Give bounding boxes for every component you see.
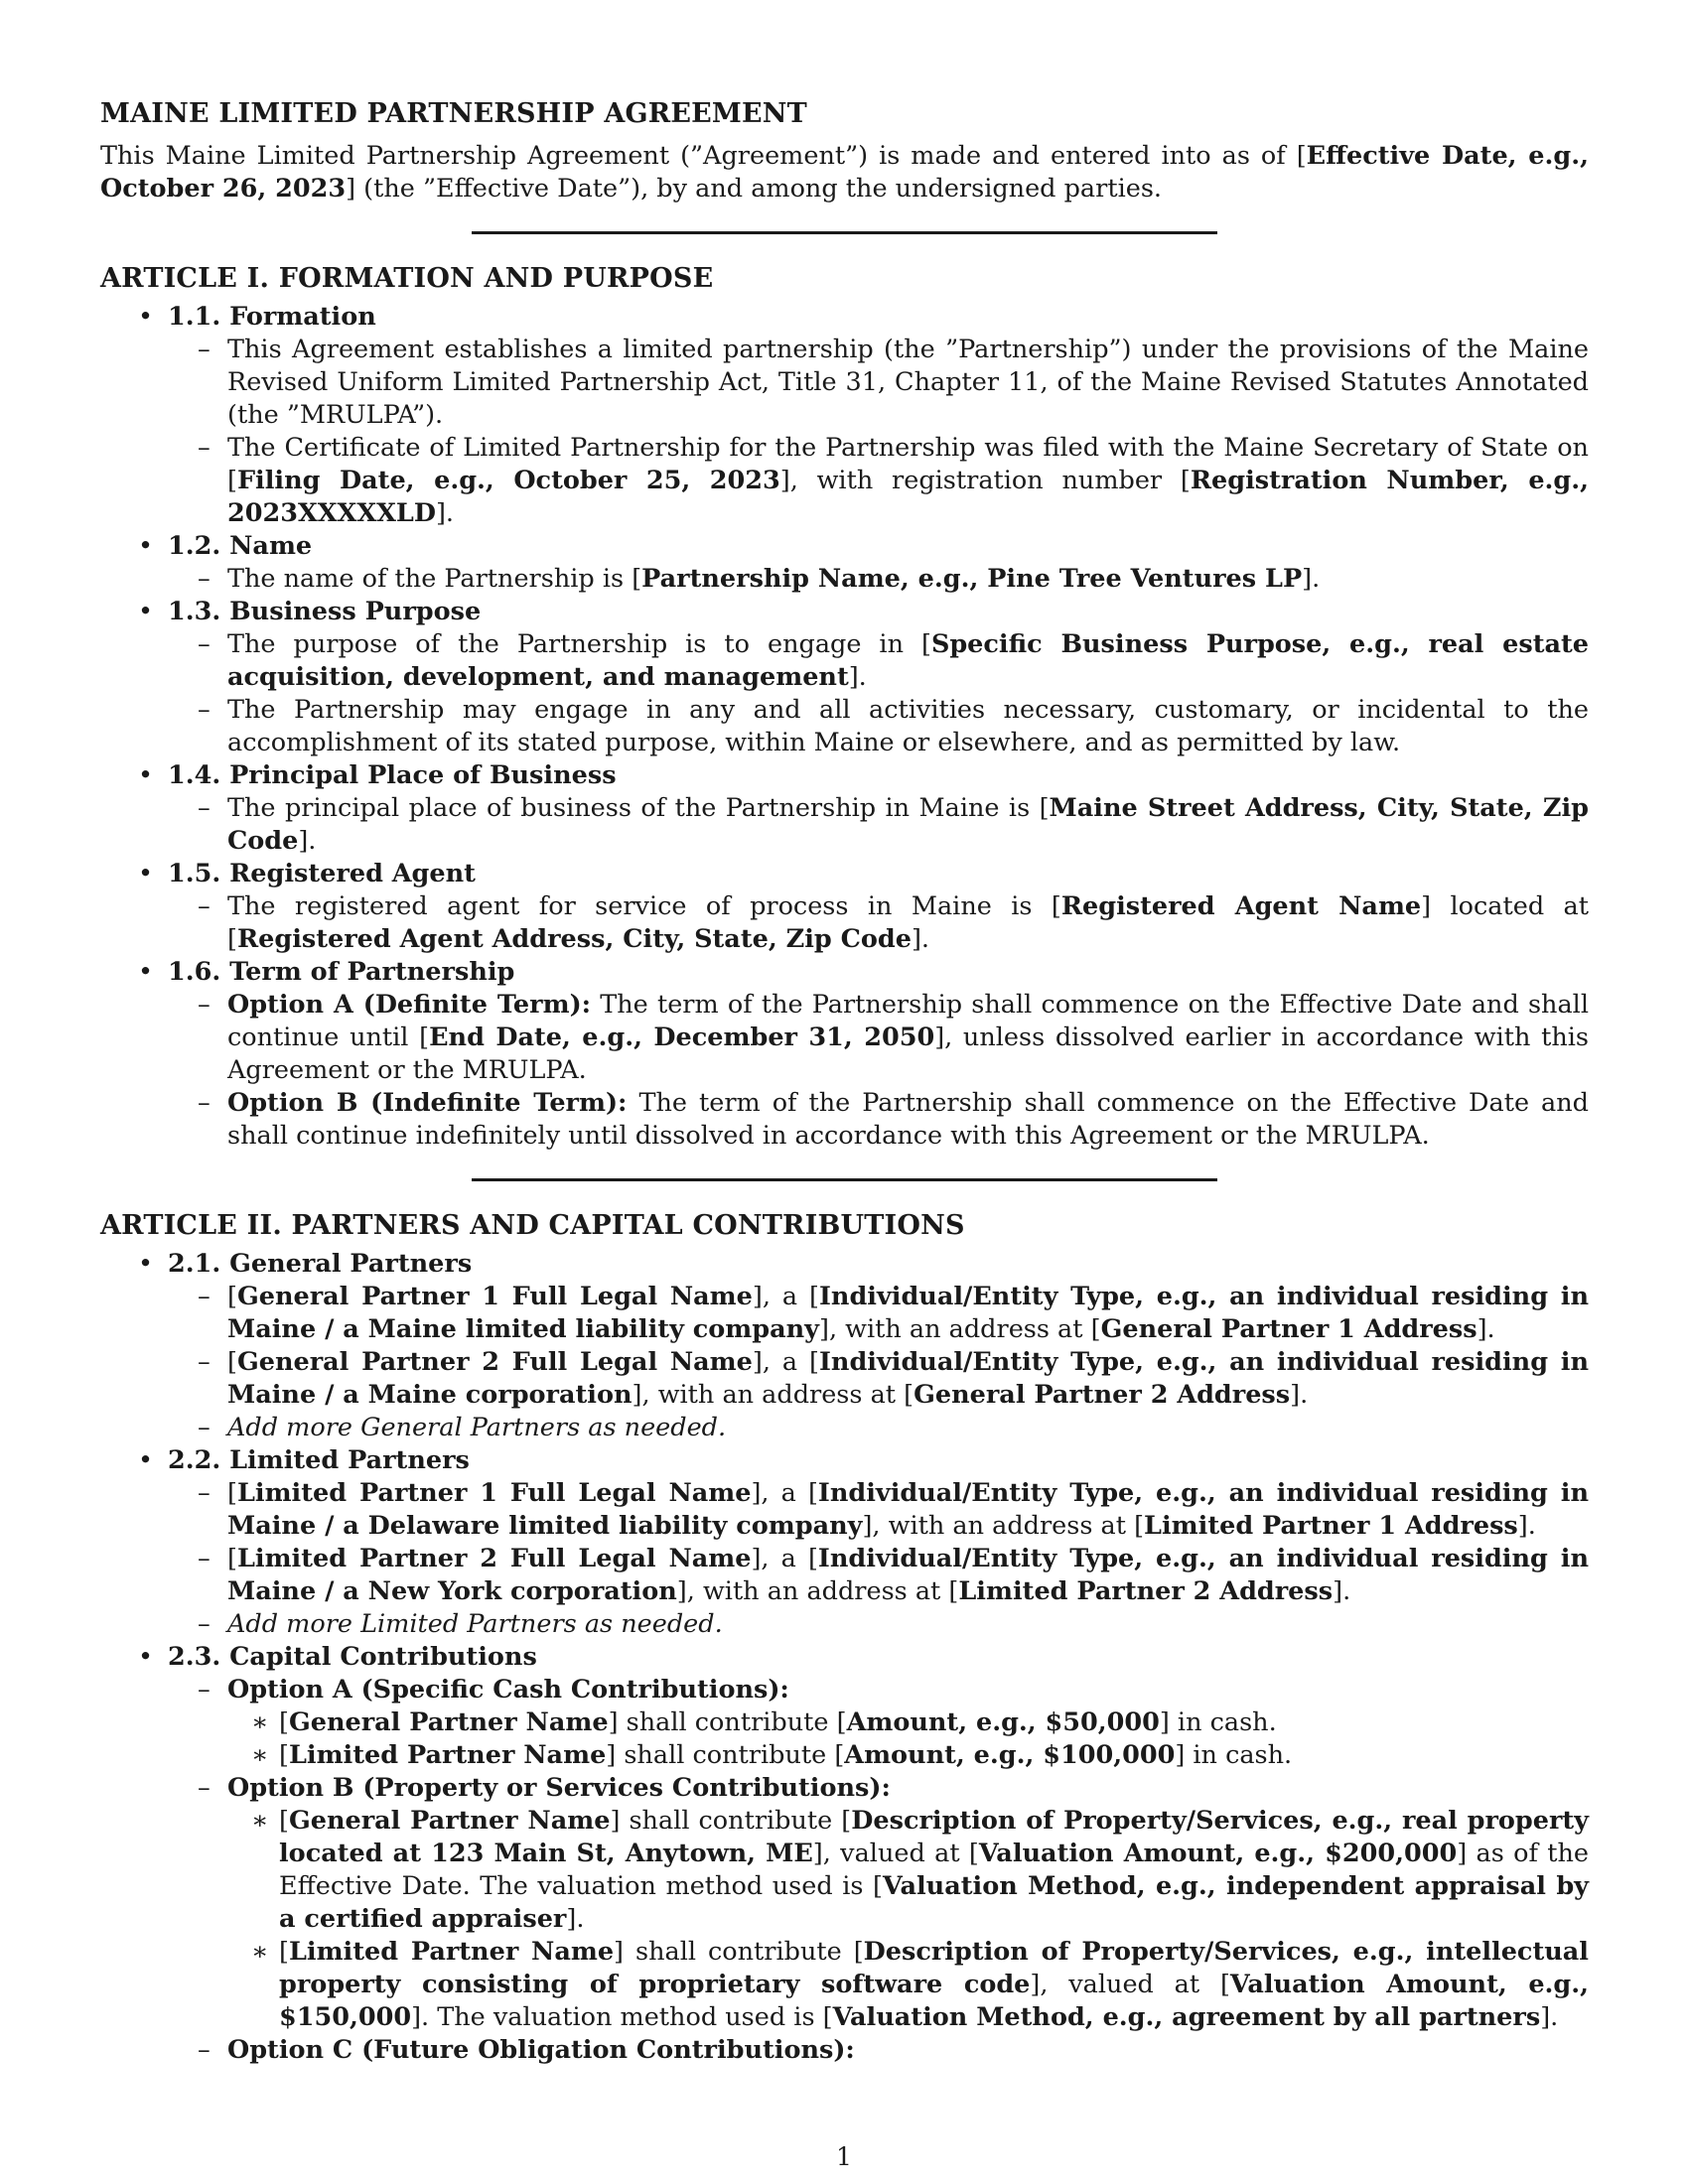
bullet-icon: • [138, 957, 154, 987]
section-1-4 [138, 759, 1589, 858]
dash-icon: – [198, 1609, 211, 1639]
document-title: MAINE LIMITED PARTNERSHIP AGREEMENT [100, 98, 807, 129]
article-2-list [100, 1248, 1589, 2067]
dash-icon: – [198, 695, 211, 725]
list-item: – This Agreement establishes a limited partnership (the ”Partnership”) under the provisions of the Maine Revised Uniform Limited Partnership Act, Title 31, Chapter 11, of the Maine Revised Statutes Annotated (the ”MRULPA”). [198, 335, 1589, 430]
dash-icon: – [198, 990, 211, 1020]
article-2-heading: ARTICLE II. PARTNERS AND CAPITAL CONTRIBUTIONS [100, 1210, 965, 1241]
section-title: 1.6. Term of Partnership [168, 957, 515, 987]
dash-icon: – [198, 1413, 211, 1442]
list-item: – The Partnership may engage in any and all activities necessary, customary, or incidental to the accomplishment of its stated purpose, within Maine or elsewhere, and as permitted by law. [198, 695, 1589, 757]
list-item: – [Limited Partner 2 Full Legal Name], a [Individual/Entity Type, e.g., an individual residing in Maine / a New York corporation], with an address at [Limited Partner 2 Address]. [198, 1544, 1589, 1606]
bullet-icon: • [138, 859, 154, 888]
star-icon: ∗ [251, 1806, 269, 1836]
list-item: – [General Partner 1 Full Legal Name], a [Individual/Entity Type, e.g., an individual residing in Maine / a Maine limited liability company], with an address at [General Partner 1 Address]. [198, 1282, 1589, 1344]
intro-text: This Maine Limited Partnership Agreement (”Agreement”) is made and entered into as of [ [100, 141, 1307, 171]
option-label: Option A (Definite Term): [227, 990, 592, 1020]
article-1-list [100, 301, 1589, 1153]
dash-icon: – [198, 1282, 211, 1311]
section-title: 2.2. Limited Partners [168, 1445, 470, 1475]
section-divider [472, 231, 1217, 234]
dash-icon: – [198, 793, 211, 823]
bullet-icon: • [138, 1445, 154, 1475]
section-title: 2.3. Capital Contributions [168, 1642, 537, 1672]
bullet-icon: • [138, 1249, 154, 1279]
section-1-3 [138, 596, 1589, 759]
bullet-icon: • [138, 302, 154, 332]
section-title: 1.5. Registered Agent [168, 859, 476, 888]
list-item: – Option B (Indefinite Term): The term of the Partnership shall commence on the Effective Date and shall continue indefinitely until dissolved in accordance with this Agreement or the MRULPA. [198, 1088, 1589, 1151]
dash-icon: – [198, 1347, 211, 1377]
effective-date-placeholder: Effective Date, e.g., October 26, 2023 [100, 141, 1589, 204]
star-icon: ∗ [251, 1740, 269, 1770]
dash-icon: – [198, 2035, 211, 2065]
section-1-6 [138, 956, 1589, 1153]
section-1-1 [138, 301, 1590, 530]
dash-icon: – [198, 335, 211, 364]
sub-list-item: ∗ [Limited Partner Name] shall contribute [Description of Property/Services, e.g., intellectual property consisting of proprietary software code], valued at [Valuation Amount, e.g., $150,000]. The valuation method used is [Valuation Method, e.g., agreement by all partners]. [251, 1937, 1590, 2032]
section-title: 1.3. Business Purpose [168, 597, 482, 626]
filing-date-placeholder: Filing Date, e.g., October 25, 2023 [236, 466, 780, 495]
bullet-icon: • [138, 597, 154, 626]
dash-icon: – [198, 1544, 211, 1573]
list-item: – The registered agent for service of process in Maine is [Registered Agent Name] located at [Registered Agent Address, City, State, Zip Code]. [198, 891, 1590, 954]
option-label: Option C (Future Obligation Contributions): [227, 2035, 855, 2065]
section-title: 1.1. Formation [168, 302, 376, 332]
list-item: – Add more General Partners as needed. [198, 1413, 727, 1442]
address-placeholder: Maine Street Address, City, State, Zip Code [227, 793, 1589, 856]
bullet-icon: • [138, 760, 154, 790]
intro-paragraph [100, 140, 1589, 205]
dash-icon: – [198, 891, 211, 921]
partnership-name-placeholder: Partnership Name, e.g., Pine Tree Ventures LP [641, 564, 1303, 594]
sub-list-item: ∗ [Limited Partner Name] shall contribute [Amount, e.g., $100,000] in cash. [251, 1740, 1293, 1770]
list-item: – The purpose of the Partnership is to engage in [Specific Business Purpose, e.g., real estate acquisition, development, and management]. [198, 629, 1589, 692]
registration-number-placeholder: Registration Number, e.g., 2023XXXXXLD [227, 466, 1590, 528]
list-item: – The principal place of business of the Partnership in Maine is [Maine Street Address, City, State, Zip Code]. [198, 793, 1589, 856]
dash-icon: – [198, 1088, 211, 1118]
list-item: – Option A (Definite Term): The term of the Partnership shall commence on the Effective Date and shall continue until [End Date, e.g., December 31, 2050], unless dissolved earlier in accordance with this Agreement or the MRULPA. [198, 990, 1589, 1085]
bullet-icon: • [138, 531, 154, 561]
agent-address-placeholder: Registered Agent Address, City, State, Zip Code [236, 924, 912, 954]
dash-icon: – [198, 629, 211, 659]
star-icon: ∗ [251, 1707, 269, 1737]
star-icon: ∗ [251, 1937, 269, 1967]
bullet-icon: • [138, 1642, 154, 1672]
document-page [100, 97, 1589, 2067]
business-purpose-placeholder: Specific Business Purpose, e.g., real estate acquisition, development, and management [227, 629, 1589, 692]
dash-icon: – [198, 564, 211, 594]
dash-icon: – [198, 1478, 211, 1508]
dash-icon: – [198, 1675, 211, 1705]
section-title: 1.4. Principal Place of Business [168, 760, 617, 790]
dash-icon: – [198, 1773, 211, 1803]
sub-list-item: ∗ [General Partner Name] shall contribute [Description of Property/Services, e.g., real property located at 123 Main St, Anytown, ME], valued at [Valuation Amount, e.g., $200,000] as of the Effective Date. The valuation method used is [Valuation Method, e.g., independent appraisal by a certified appraiser]. [251, 1806, 1590, 1934]
option-label: Option A (Specific Cash Contributions): [227, 1675, 789, 1705]
list-item: – Add more Limited Partners as needed. [198, 1609, 723, 1639]
section-2-1 [138, 1248, 1589, 1444]
section-divider [472, 1178, 1217, 1181]
list-item [198, 1674, 1589, 1772]
section-title: 2.1. General Partners [168, 1249, 473, 1279]
end-date-placeholder: End Date, e.g., December 31, 2050 [429, 1023, 935, 1052]
section-1-5 [138, 858, 1590, 956]
list-item: – The name of the Partnership is [Partnership Name, e.g., Pine Tree Ventures LP]. [198, 564, 1321, 594]
article-1-heading: ARTICLE I. FORMATION AND PURPOSE [100, 263, 714, 294]
page-number: 1 [836, 2142, 852, 2171]
intro-text-end: ] (the ”Effective Date”), by and among the undersigned parties. [346, 174, 1163, 204]
list-item: – [General Partner 2 Full Legal Name], a [Individual/Entity Type, e.g., an individual residing in Maine / a Maine corporation], with an address at [General Partner 2 Address]. [198, 1347, 1589, 1410]
section-2-2 [138, 1444, 1589, 1641]
option-label: Option B (Property or Services Contributions): [227, 1773, 891, 1803]
option-label: Option B (Indefinite Term): [227, 1088, 628, 1118]
list-item [198, 1772, 1590, 2034]
section-2-3 [138, 1641, 1590, 2067]
list-item: – The Certificate of Limited Partnership for the Partnership was filed with the Maine Secretary of State on [Filing Date, e.g., October 25, 2023], with registration number [Registration Number, e.g., 2023XXXXXLD]. [198, 433, 1590, 528]
list-item [198, 2034, 1589, 2067]
dash-icon: – [198, 433, 211, 463]
agent-name-placeholder: Registered Agent Name [1060, 891, 1422, 921]
section-title: 1.2. Name [168, 531, 313, 561]
section-1-2 [138, 530, 1589, 596]
list-item: – [Limited Partner 1 Full Legal Name], a [Individual/Entity Type, e.g., an individual residing in Maine / a Delaware limited liability company], with an address at [Limited Partner 1 Address]. [198, 1478, 1589, 1541]
sub-list-item: ∗ [General Partner Name] shall contribute [Amount, e.g., $50,000] in cash. [251, 1707, 1277, 1737]
